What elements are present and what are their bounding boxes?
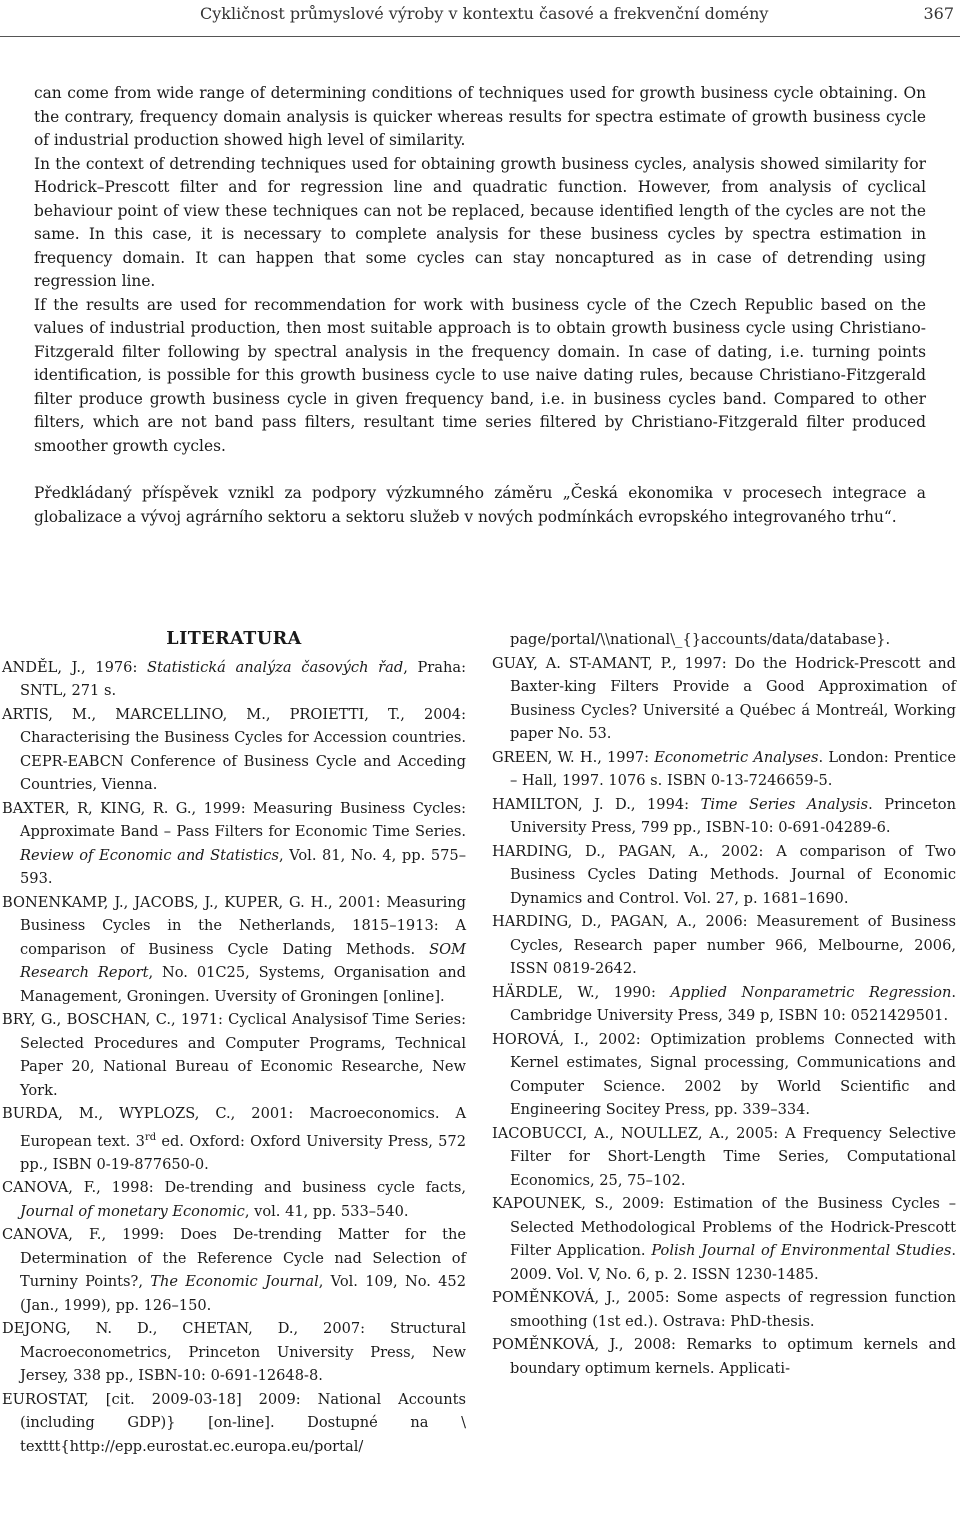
reference-item (492, 1192, 956, 1286)
reference-text: . 2009. Vol. V, No. 6, p. 2. ISSN 1230-1485. (510, 1242, 956, 1283)
reference-item (492, 652, 956, 746)
running-header (0, 0, 960, 37)
reference-item (2, 656, 466, 703)
reference-continuation: page/portal/\\national\_{}accounts/data/database}. (510, 631, 891, 648)
literature-heading: LITERATURA (166, 629, 302, 649)
reference-item (2, 891, 466, 1009)
reference-text: , Vol. 109, No. 452 (Jan., 1999), pp. 126–150. (20, 1273, 466, 1314)
reference-text: IACOBUCCI, A., NOULLEZ, A., 2005: A Frequency Selective Filter for Short-Length Time Series, Computational Economics, 25, 75–102. (492, 1124, 956, 1189)
reference-item (492, 840, 956, 911)
reference-item (2, 1008, 466, 1102)
reference-text: , vol. 41, pp. 533–540. (244, 1202, 409, 1220)
reference-item (492, 981, 956, 1028)
reference-text: BRY, G., BOSCHAN, C., 1971: Cyclical Analysisof Time Series: Selected Procedures and Computer Programs, Technical Paper 20, National Bureau of Economic Researche, New York. (2, 1011, 466, 1099)
reference-text: , Praha: SNTL, 271 s. (20, 658, 466, 699)
reference-source-title: SOM Research Report (20, 940, 466, 981)
reference-item (2, 797, 466, 891)
reference-item (2, 1102, 466, 1176)
reference-text: HARDING, D., PAGAN, A., 2002: A comparison of Two Business Cycles Dating Methods. Journal of Economic Dynamics and Control. Vol. 27, p. 1681–1690. (492, 842, 956, 907)
reference-item (492, 910, 956, 981)
reference-item (2, 1388, 466, 1459)
acknowledgement: Předkládaný příspěvek vznikl za podpory výzkumného záměru „Česká ekonomika v procesech integrace a globalizace a vývoj agrárního sektoru a sektoru služeb v nových podmínkách evropského integrovaného trhu“. (34, 484, 926, 526)
reference-text: . Cambridge University Press, 349 p, ISBN 10: 0521429501. (510, 983, 956, 1024)
reference-text: GUAY, A. ST-AMANT, P., 1997: Do the Hodrick-Prescott and Baxter-king Filters Provide a Good Approximation of Business Cycles? Université a Québec á Montreál, Working paper No. 53. (492, 654, 956, 742)
references-right-column (492, 628, 956, 1380)
references-left-column (2, 628, 466, 1458)
reference-text: CANOVA, F., 1998: De-trending and business cycle facts, (2, 1179, 466, 1197)
reference-source-title: Review of Economic and Statistics (20, 846, 279, 864)
reference-text: BURDA, M., WYPLOZS, C., 2001: Macroeconomics. A European text. 3 (2, 1105, 466, 1150)
reference-source-title: Polish Journal of Environmental Studies (651, 1242, 952, 1259)
reference-item (492, 1028, 956, 1122)
reference-item (2, 1317, 466, 1388)
reference-source-title: Journal of monetary Economic (20, 1202, 245, 1220)
reference-source-title: The Economic Journal (150, 1273, 319, 1291)
reference-source-title: Applied Nonparametric Regression (670, 983, 952, 1001)
reference-text: BAXTER, R, KING, R. G., 1999: Measuring Business Cycles: Approximate Band – Pass Filters for Economic Time Series. (2, 799, 466, 840)
conclusion-text (34, 82, 926, 458)
reference-text: , Vol. 81, No. 4, pp. 575–593. (20, 846, 466, 887)
reference-item (2, 703, 466, 797)
reference-text: HOROVÁ, I., 2002: Optimization problems Connected with Kernel estimates, Signal processing, Communications and Computer Science. 2002 by World Scientific and Engineering Socitey Press, pp. 339–334. (492, 1030, 956, 1118)
reference-text: ed. Oxford: Oxford University Press, 572 pp., ISBN 0-19-877650-0. (20, 1132, 466, 1173)
reference-text: HAMILTON, J. D., 1994: (492, 795, 701, 813)
reference-item (2, 1223, 466, 1317)
reference-source-title: Statistická analýza časových řad (147, 658, 404, 676)
reference-superscript: rd (144, 1131, 157, 1143)
reference-item (492, 746, 956, 793)
reference-text: HÄRDLE, W., 1990: (492, 983, 671, 1001)
reference-item (2, 1176, 466, 1223)
paragraph: In the context of detrending techniques used for obtaining growth business cycles, analysis showed similarity for Hodrick–Prescott filter and for regression line and quadratic function. However, from analysis of cyclical behaviour point of view these techniques can not be replaced, because identified length of the cycles are not the same. In this case, it is necessary to complete analysis for these business cycles by spectra estimation in frequency domain. It can happen that some cycles can stay noncaptured as in case of detrending using regression line. (34, 154, 926, 290)
reference-item (492, 1333, 956, 1380)
reference-text: KAPOUNEK, S., 2009: Estimation of the Business Cycles – Selected Methodological Problems of the Hodrick-Prescott Filter Application. (492, 1195, 956, 1259)
reference-text: CANOVA, F., 1999: Does De-trending Matter for the Determination of the Reference Cycle nad Selection of Turniny Points?, (2, 1226, 466, 1291)
page-number: 367 (923, 4, 954, 23)
reference-text: ANDĚL, J., 1976: (2, 658, 148, 676)
reference-item (492, 793, 956, 840)
reference-text: . Princeton University Press, 799 pp., ISBN-10: 0-691-04289-6. (510, 795, 956, 836)
running-title: Cykličnost průmyslové výroby v kontextu časové a frekvenční domény (200, 4, 769, 23)
reference-text: ARTIS, M., MARCELLINO, M., PROIETTI, T., 2004: Characterising the Business Cycles for Accession countries. CEPR-EABCN Conference of Business Cycle and Acceding Countries, Vienna. (2, 705, 466, 793)
reference-text: BONENKAMP, J., JACOBS, J., KUPER, G. H., 2001: Measuring Business Cycles in the Netherlands, 1815–1913: A comparison of Business Cycle Dating Methods. (2, 893, 466, 958)
reference-text: HARDING, D., PAGAN, A., 2006: Measurement of Business Cycles, Research paper number 966, Melbourne, 2006, ISSN 0819-2642. (492, 913, 956, 977)
reference-text: POMĚNKOVÁ, J., 2008: Remarks to optimum kernels and boundary optimum kernels. Applicati- (492, 1336, 956, 1377)
reference-source-title: Econometric Analyses (654, 748, 819, 766)
reference-item (492, 1286, 956, 1333)
paragraph: If the results are used for recommendation for work with business cycle of the Czech Republic based on the values of industrial production, then most suitable approach is to obtain growth business cycle using Christiano-Fitzgerald filter following by spectral analysis in the frequency domain. In case of dating, i.e. turning points identification, is possible for this growth business cycle to use naive dating rules, because Christiano-Fitzgerald filter produce growth business cycle in given frequency band, i.e. in business cycles band. Compared to other filters, which are not band pass filters, resultant time series filtered by Christiano-Fitzgerald filter produced smoother growth cycles. (34, 295, 926, 455)
reference-text: . London: Prentice – Hall, 1997. 1076 s. ISBN 0-13-7246659-5. (510, 748, 956, 789)
paragraph: can come from wide range of determining conditions of techniques used for growth business cycle obtaining. On the contrary, frequency domain analysis is quicker whereas results for spectra estimate of growth business cycle of industrial production showed high level of similarity. (34, 84, 926, 149)
reference-text: POMĚNKOVÁ, J., 2005: Some aspects of regression function smoothing (1st ed.). Ostrava: PhD-thesis. (492, 1289, 956, 1330)
reference-text: , No. 01C25, Systems, Organisation and Management, Groningen. Uversity of Groningen [online]. (20, 964, 466, 1005)
reference-text: GREEN, W. H., 1997: (492, 748, 655, 766)
reference-source-title: Time Series Analysis (700, 795, 869, 813)
reference-text: DEJONG, N. D., CHETAN, D., 2007: Structural Macroeconometrics, Princeton University Press, New Jersey, 338 pp., ISBN-10: 0-691-12648-8. (2, 1320, 466, 1385)
reference-item (492, 1122, 956, 1193)
reference-text: EUROSTAT, [cit. 2009-03-18] 2009: National Accounts (including GDP)} [on-line]. Dostupné na \ texttt{http://epp.eurostat.ec.europa.eu/portal/ (2, 1390, 466, 1455)
